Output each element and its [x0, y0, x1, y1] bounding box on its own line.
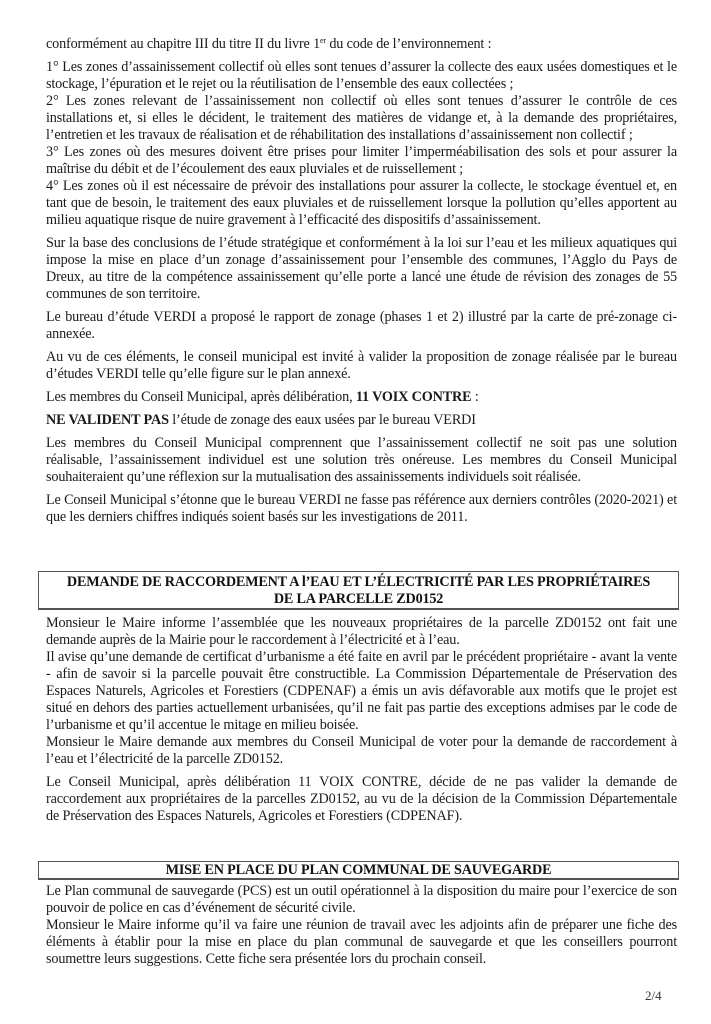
- paragraph-etonne: Le Conseil Municipal s’étonne que le bureau VERDI ne fasse pas référence aux derniers contrôles (2020-2021) et que les derniers chiffres indiqués soient basés sur les investigations de 2011.: [46, 492, 677, 525]
- decision-bold: NE VALIDENT PAS: [46, 412, 169, 428]
- raccordement-decision: Le Conseil Municipal, après délibération 11 VOIX CONTRE, décide de ne pas valider la demande de raccordement aux propriétaires de la parcelles ZD0152, au vu de la décision de la Commission Départementale de Préservation des Espaces Naturels, Agricoles et Forestiers (CDPENAF).: [46, 774, 677, 824]
- superscript: er: [320, 36, 326, 45]
- list-item-3: 3° Les zones où des mesures doivent être prises pour limiter l’imperméabilisation des sols et pour assurer la maîtrise du débit et de l’écoulement des eaux pluviales et de ruissellement ;: [46, 144, 677, 177]
- paragraph-base: Sur la base des conclusions de l’étude stratégique et conformément à la loi sur l’eau et les milieux aquatiques qui impose la mise en place d’un zonage d’assainissement pour l’ensemble des communes, l’Agglo du Pays de Dreux, au titre de la compétence assainissement qu’elle porte a lancé une étude de révision des zonages de 55 communes de son territoire.: [46, 235, 677, 302]
- vote-paragraph: Les membres du Conseil Municipal, après délibération, 11 VOIX CONTRE :: [46, 389, 479, 405]
- paragraph-bureau: Le bureau d’étude VERDI a proposé le rapport de zonage (phases 1 et 2) illustré par la carte de pré-zonage ci-annexée.: [46, 309, 677, 342]
- heading-pcs: MISE EN PLACE DU PLAN COMMUNAL DE SAUVEGARDE: [165, 862, 552, 878]
- intro-paragraph: conformément au chapitre III du titre II du livre 1er du code de l’environnement :: [46, 36, 492, 52]
- raccordement-paragraph-2: Il avise qu’une demande de certificat d’urbanisme a été faite en avril par le précédent propriétaire - avant la vente - afin de savoir si la parcelle pouvait être constructible. La Commission Départementale de Préservation des Espaces Naturels, Agricoles et Forestiers (CDPENAF) a émis un avis défavorable aux motifs que le projet est situé en dehors des parties actuellement urbanisées, qu’il ne fait pas partie des exceptions admises par le code de l’urbanisme et qu’il accentue le mitage en milieu boisée.: [46, 649, 677, 733]
- list-item-4: 4° Les zones où il est nécessaire de prévoir des installations pour assurer la collecte, le stockage éventuel et, en tant que de besoin, le traitement des eaux pluviales et de ruissellement lorsque la pollution qu’elles apportent au milieu aquatique risque de nuire gravement à l’efficacité des dispositifs d’assainissement.: [46, 178, 677, 228]
- raccordement-paragraph-3: Monsieur le Maire demande aux membres du Conseil Municipal de voter pour la demande de raccordement à l’eau et l’électricité de la parcelle ZD0152.: [46, 734, 677, 767]
- section-zonage: [46, 36, 677, 526]
- pcs-paragraph-1: Le Plan communal de sauvegarde (PCS) est un outil opérationnel à la disposition du maire pour l’exercice de son pouvoir de police en cas d’événement de sécurité civile.: [46, 883, 677, 916]
- vote-result: 11 VOIX CONTRE: [355, 389, 472, 405]
- heading-line-1: DEMANDE DE RACCORDEMENT A l’EAU ET L’ÉLECTRICITÉ PAR LES PROPRIÉTAIRES: [66, 574, 651, 590]
- list-item-1: 1° Les zones d’assainissement collectif où elles sont tenues d’assurer la collecte des eaux usées domestiques et le stockage, l’épuration et le rejet ou la réutilisation de l’ensemble des eaux collectées ;: [46, 59, 677, 92]
- heading-line-2: DE LA PARCELLE ZD0152: [273, 591, 444, 607]
- page-number: 2/4: [645, 988, 662, 1003]
- section-heading-pcs: [38, 861, 679, 880]
- section-raccordement: [46, 615, 677, 825]
- pcs-paragraph-2: Monsieur le Maire informe qu’il va faire une réunion de travail avec les adjoints afin de préparer une fiche des éléments à établir pour la mise en place du plan communal de sauvegarde et que les conseillers pourront soumettre leurs suggestions. Cette fiche sera présentée lors du prochain conseil.: [46, 917, 677, 967]
- decision-paragraph: NE VALIDENT PAS l’étude de zonage des eaux usées par le bureau VERDI: [46, 412, 476, 428]
- section-heading-raccordement: [38, 571, 679, 610]
- paragraph-comprennent: Les membres du Conseil Municipal comprennent que l’assainissement collectif ne soit pas une solution réalisable, l’assainissement individuel est une solution très onéreuse. Les membres du Conseil Municipal souhaiteraient qu’une réflexion sur la mutualisation des assainissements individuels soit réalisée.: [46, 435, 677, 485]
- list-item-2: 2° Les zones relevant de l’assainissement non collectif où elles sont tenues d’assurer le contrôle de ces installations et, si elles le décident, le traitement des matières de vidange et, à la demande des propriétaires, l’entretien et les travaux de réalisation et de réhabilitation des installations d’assainissement non collectif ;: [46, 93, 677, 143]
- section-pcs: [46, 883, 677, 968]
- paragraph-au-vu: Au vu de ces éléments, le conseil municipal est invité à valider la proposition de zonage réalisée par le bureau d’études VERDI telle qu’elle figure sur le plan annexé.: [46, 349, 677, 382]
- raccordement-paragraph-1: Monsieur le Maire informe l’assemblée que les nouveaux propriétaires de la parcelle ZD0152 ont fait une demande auprès de la Mairie pour le raccordement à l’électricité et à l’eau.: [46, 615, 677, 648]
